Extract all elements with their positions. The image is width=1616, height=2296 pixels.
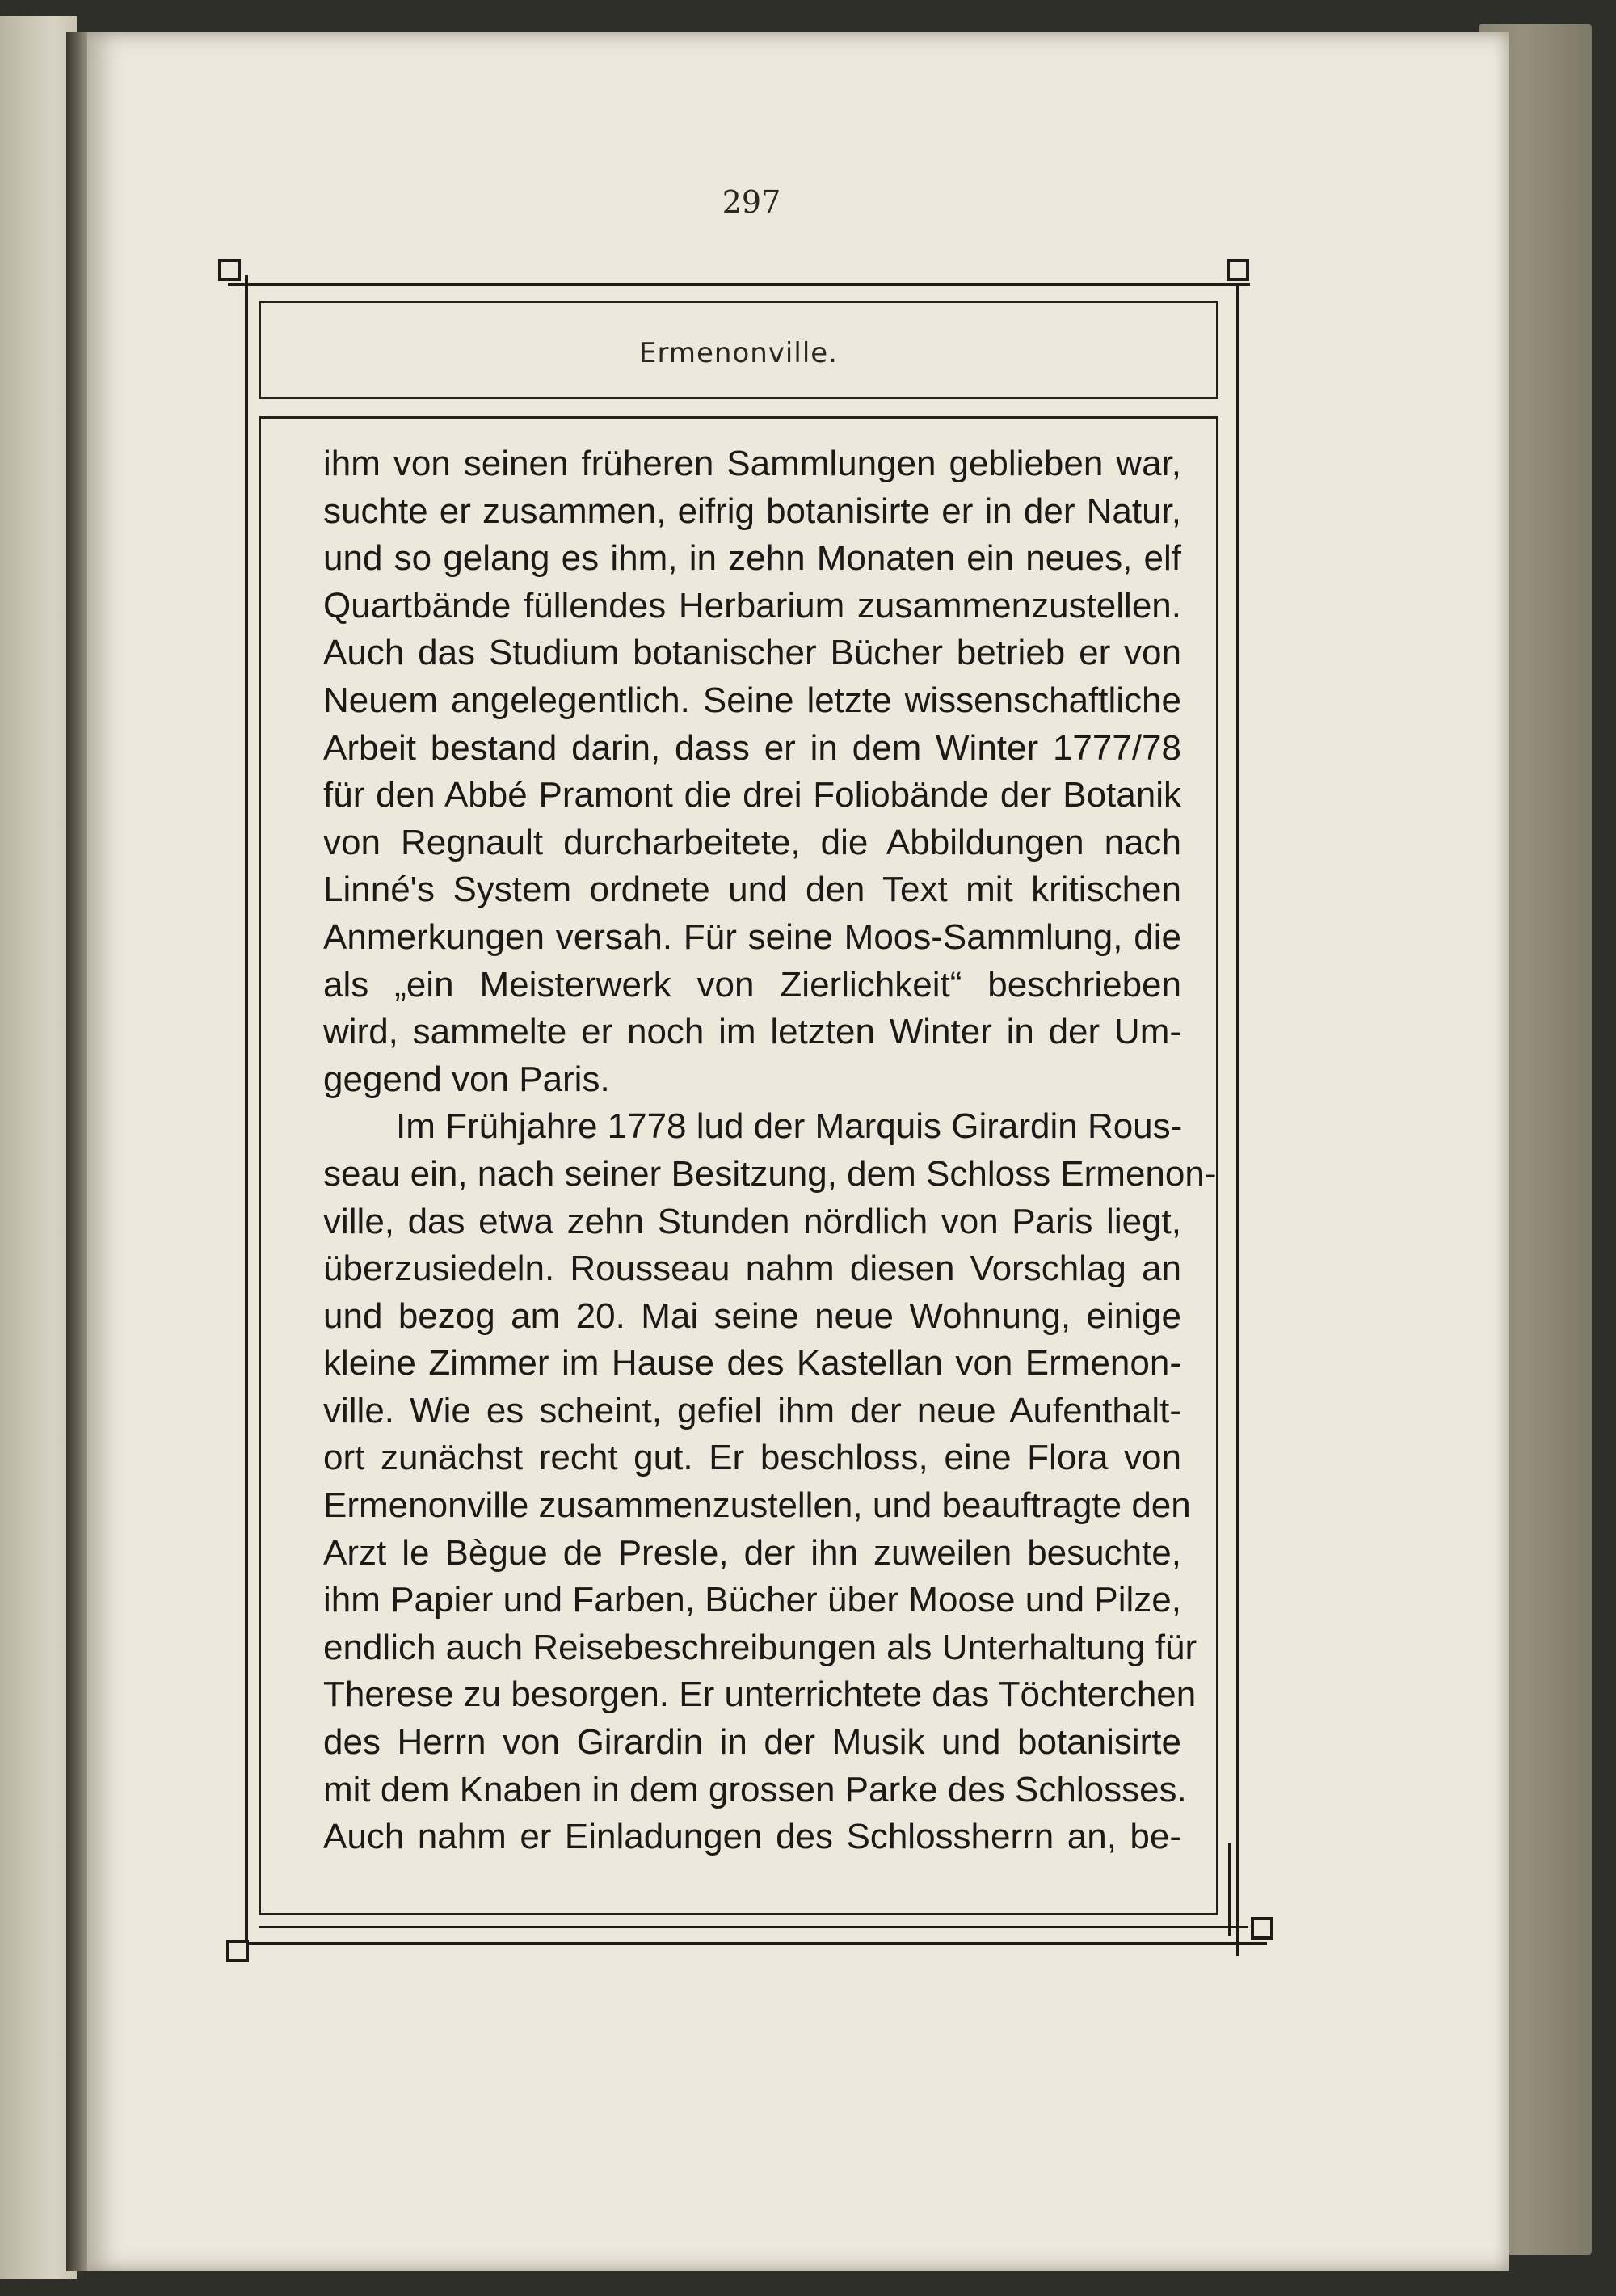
frame-corner-top-left [218,259,241,281]
text-line: Arzt le Bègue de Presle, der ihn zuweilen besuchte, [323,1532,1181,1573]
frame-corner-top-right [1227,259,1249,281]
text-line: ville, das etwa zehn Stunden nördlich von Paris liegt, [323,1201,1181,1241]
text-line: und bezog am 20. Mai seine neue Wohnung, einige [323,1295,1181,1336]
text-line: Ermenonville zusammenzustellen, und beauftragte den [323,1485,1191,1526]
text-line: wird, sammelte er noch im letzten Winter in der Um- [323,1012,1181,1052]
frame-corner-bottom-left [226,1940,249,1962]
text-line: ihm von seinen früheren Sammlungen geblieben war, [323,444,1181,483]
text-line: suchte er zusammen, eifrig botanisirte er in der Natur, [323,491,1181,531]
frame-corner-bottom-right [1251,1917,1273,1940]
text-line: Therese zu besorgen. Er unterrichtete das Töchterchen [323,1675,1197,1715]
left-page-edge [0,16,77,2279]
frame-bottom-rule [242,1942,1267,1945]
frame-right-rule [1236,283,1239,1956]
text-line: ort zunächst recht gut. Er beschloss, eine Flora von [323,1438,1181,1478]
text-line: Anmerkungen versah. Für seine Moos-Sammlung, die [323,916,1181,957]
text-line: mit dem Knaben in dem grossen Parke des Schlosses. [323,1769,1187,1809]
text-line: ihm Papier und Farben, Bücher über Moose und Pilze, [323,1580,1181,1620]
frame-top-rule [228,283,1250,286]
text-line: für den Abbé Pramont die drei Foliobände der Botanik [323,775,1181,815]
text-line: kleine Zimmer im Hause des Kastellan von Ermenon- [323,1343,1181,1384]
text-line: und so gelang es ihm, in zehn Monaten ein neues, elf [323,538,1181,579]
text-line: von Regnault durcharbeitete, die Abbildungen nach [323,822,1181,862]
body-text [323,440,1217,1861]
text-line: als „ein Meisterwerk von Zierlichkeit“ beschrieben [323,964,1181,1005]
frame-inner-right-rule [1228,1843,1231,1936]
text-line: Neuem angelegentlich. Seine letzte wissenschaftliche [323,680,1181,720]
running-head-box [259,301,1218,399]
text-line: Arbeit bestand darin, dass er in dem Winter 1777/78 [323,727,1181,768]
text-line: endlich auch Reisebeschreibungen als Unterhaltung für [323,1627,1197,1667]
text-line: überzusiedeln. Rousseau nahm diesen Vorschlag an [323,1249,1181,1289]
text-line: Auch das Studium botanischer Bücher betrieb er von [323,633,1181,673]
text-line: Im Frühjahre 1778 lud der Marquis Girardin Rous- [396,1106,1183,1147]
text-line: des Herrn von Girardin in der Musik und botanisirte [323,1722,1181,1763]
running-head: Ermenonville. [639,337,838,369]
text-line: gegend von Paris. [323,1059,610,1099]
text-line: ville. Wie es scheint, gefiel ihm der neue Aufenthalt- [323,1390,1181,1430]
frame-inner-bottom-rule [259,1926,1248,1928]
text-line: Quartbände füllendes Herbarium zusammenzustellen. [323,585,1181,626]
text-line: seau ein, nach seiner Besitzung, dem Schloss Ermenon- [323,1153,1217,1194]
text-line: Linné's System ordnete und den Text mit kritischen [323,870,1181,910]
page-number: 297 [722,184,781,220]
text-line: Auch nahm er Einladungen des Schlossherrn an, be- [323,1817,1181,1857]
frame-left-rule [245,275,248,1956]
